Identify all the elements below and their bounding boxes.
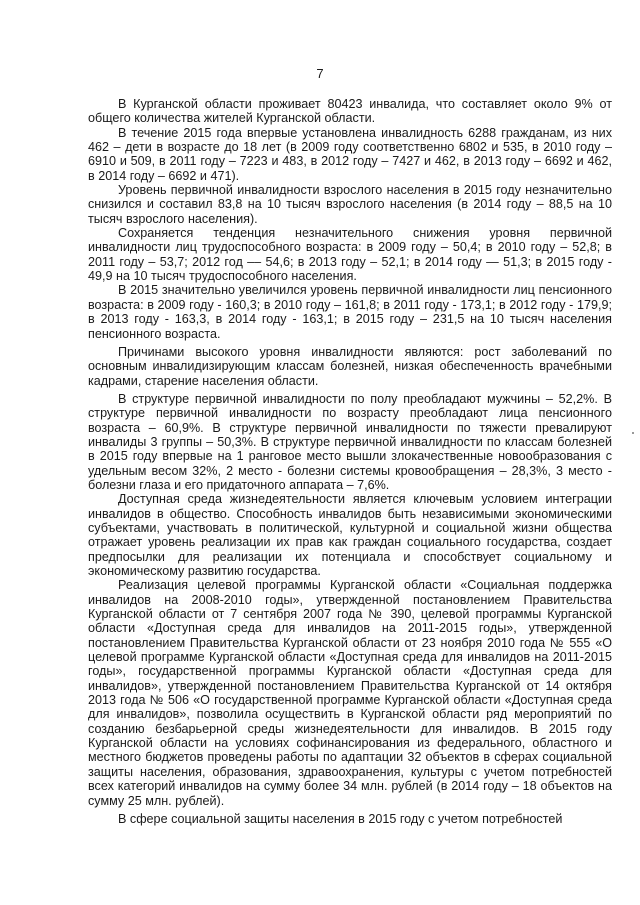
paragraph-accessible-environment: Доступная среда жизнедеятельности является ключевым условием интеграции инвалидов в общество. Способность инвалидов быть независимыми экономическими субъектами, участвовать в политической, культурной и социальной жизни общества отражает уровень реализации их прав как граждан социального государства, создает предпосылки для реализации их потенциала и способствует социальному и экономическому развитию государства. — [88, 492, 612, 578]
paragraph-social-protection: В сфере социальной защиты населения в 2015 году с учетом потребностей — [118, 811, 563, 826]
paragraph-adult-disability-level: Уровень первичной инвалидности взрослого населения в 2015 году незначительно снизился и составил 83,8 на 10 тысяч взрослого населения (в 2014 году – 88,5 на 10 тысяч взрослого населения). — [88, 183, 612, 226]
page-number: 7 — [316, 66, 324, 81]
paragraph-pension-age-level: В 2015 значительно увеличился уровень первичной инвалидности лиц пенсионного возраста: в 2009 году - 160,3; в 2010 году – 161,8; в 2011 году - 173,1; в 2012 году - 179,9; в 2013 году - 163,3, в 2014 году - 163,1; в 2015 году – 231,5 на 10 тысяч населения пенсионного возраста. — [88, 283, 612, 341]
paragraph-causes: Причинами высокого уровня инвалидности являются: рост заболеваний по основным инвалидизирующим классам болезней, низкая обеспеченность врачебными кадрами, старение населения области. — [88, 344, 612, 388]
paragraph-disabled-population: В Курганской области проживает 80423 инвалида, что составляет около 9% от общего количества жителей Курганской области. — [88, 97, 612, 126]
paragraph-structure: В структуре первичной инвалидности по полу преобладают мужчины – 52,2%. В структуре первичной инвалидности по возрасту преобладают лица пенсионного возраста – 60,9%. В структуре первичной инвалидности по тяжести превалируют инвалиды 3 группы – 50,3%. В структуре первичной инвалидности по классам болезней в 2015 году впервые на 1 ранговое место вышли злокачественные новообразования с удельным весом 32%, 2 место - болезни системы кровообращения – 28,3%, 3 место - болезни глаза и его придаточного аппарата – 7,6%. — [88, 391, 612, 492]
scan-artifact — [632, 432, 634, 434]
document-body — [88, 97, 612, 826]
paragraph-programs: Реализация целевой программы Курганской области «Социальная поддержка инвалидов на 2008-2010 годы», утвержденной постановлением Правительства Курганской области от 7 сентября 2007 года № 390, целевой программы Курганской области «Доступная среда для инвалидов на 2011-2015 годы», утвержденной постановлением Правительства Курганской области от 23 ноября 2010 года № 555 «О целевой программе Курганской области «Доступная среда для инвалидов на 2011-2015 годы», государственной программы Курганской области «Доступная среда для инвалидов», утвержденной постановлением Правительства Курганской от 14 октября 2013 года № 506 «О государственной программе Курганской области «Доступная среда для инвалидов», позволила осуществить в Курганской области ряд мероприятий по созданию безбарьерной среды жизнедеятельности для инвалидов. В 2015 году Курганской области на условиях софинансирования из федерального, областного и местного бюджетов проведены работы по адаптации 32 объектов в сферах социальной защиты населения, образования, здравоохранения, культуры с учетом потребностей всех категорий инвалидов на сумму более 34 млн. рублей (в 2014 году – 18 объектов на сумму 25 млн. рублей). — [88, 578, 612, 808]
paragraph-working-age-trend: Сохраняется тенденция незначительного снижения уровня первичной инвалидности лиц трудоспособного возраста: в 2009 году – 50,4; в 2010 году – 52,8; в 2011 году – 53,7; 2012 год –– 54,6; в 2013 году – 52,1; в 2014 году — 51,3; в 2015 году - 49,9 на 10 тысяч трудоспособного населения. — [88, 226, 612, 284]
paragraph-first-time-disability: В течение 2015 года впервые установлена инвалидность 6288 гражданам, из них 462 – дети в возрасте до 18 лет (в 2009 году соответственно 6802 и 535, в 2010 году – 6910 и 509, в 2011 году – 7223 и 483, в 2012 году – 7427 и 462, в 2013 году – 6692 и 462, в 2014 году – 6692 и 471). — [88, 125, 612, 183]
